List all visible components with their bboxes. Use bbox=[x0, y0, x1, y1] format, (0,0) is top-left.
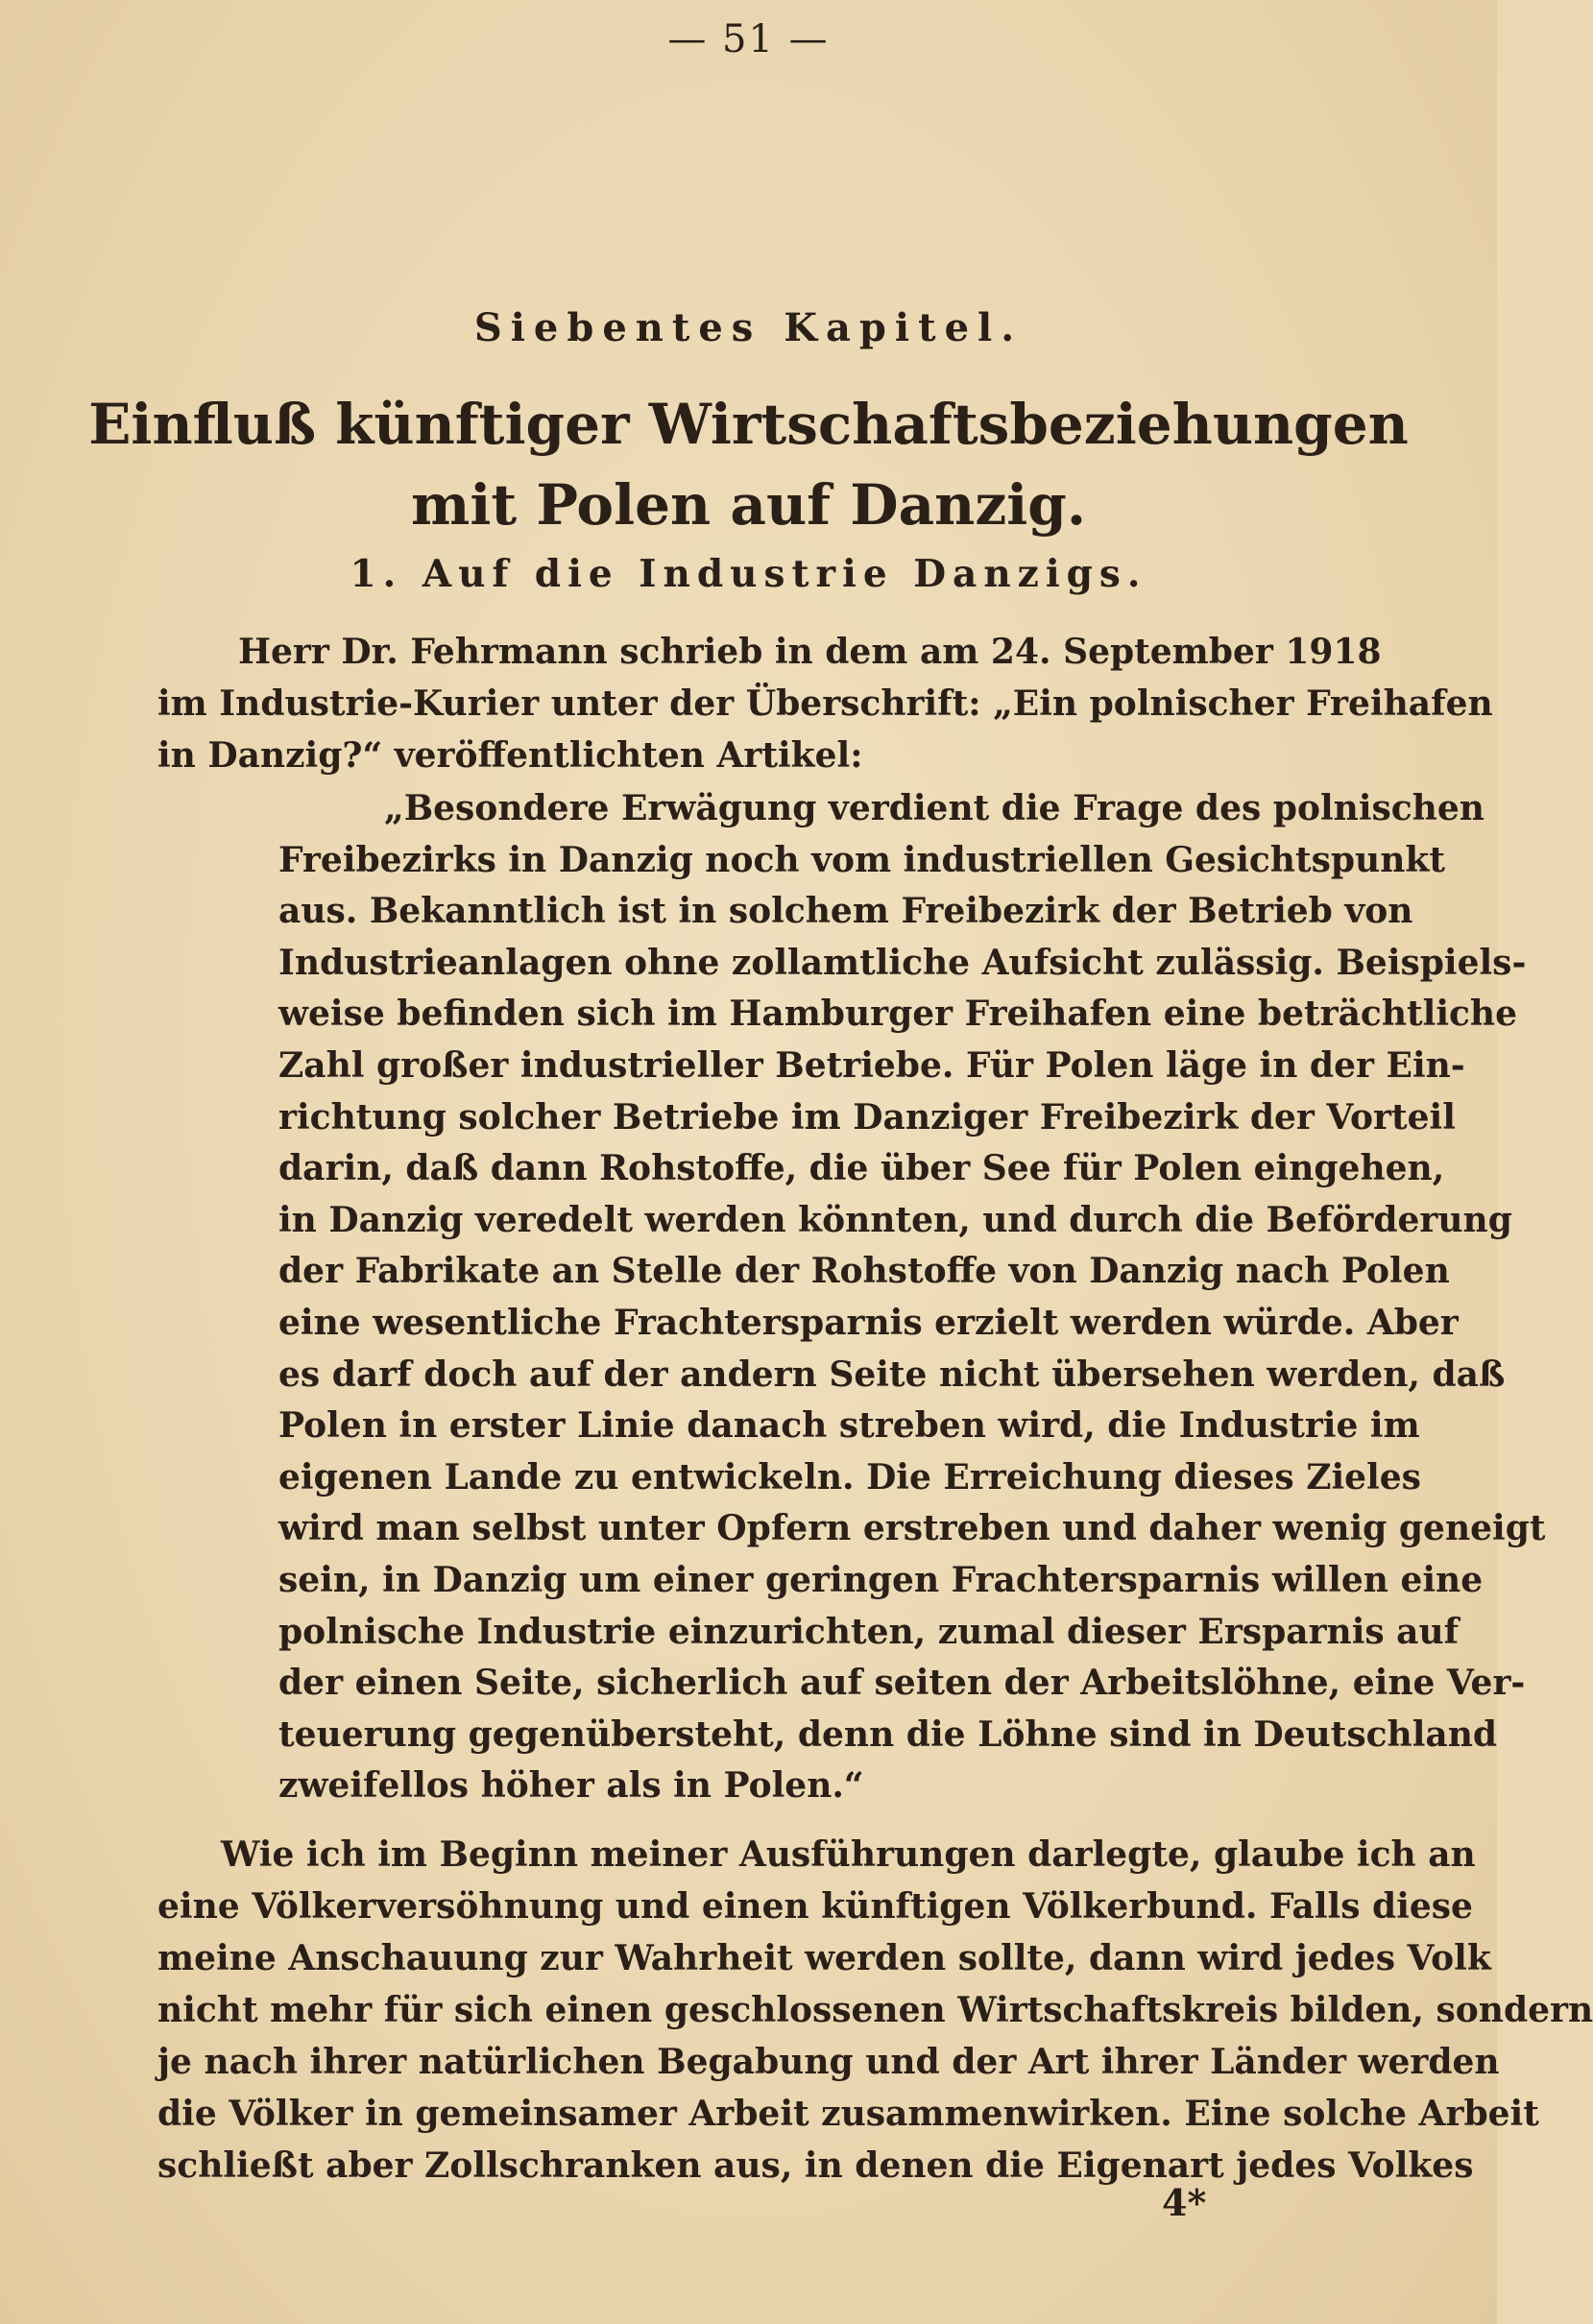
text-line: teuerung gegenübersteht, denn die Löhne sind in Deutschland bbox=[278, 1713, 1498, 1755]
signature-mark: 4* bbox=[1162, 2181, 1207, 2224]
text-line: es darf doch auf der andern Seite nicht übersehen werden, daß bbox=[278, 1354, 1506, 1395]
text-line: die Völker in gemeinsamer Arbeit zusammenwirken. Eine solche Arbeit bbox=[157, 2094, 1539, 2134]
quoted-article bbox=[278, 783, 1546, 1812]
text-line: nicht mehr für sich einen geschlossenen Wirtschaftskreis bilden, sondern bbox=[157, 1990, 1593, 2030]
text-line: zweifellos höher als in Polen.“ bbox=[278, 1765, 864, 1807]
text-line: darin, daß dann Rohstoffe, die über See für Polen eingehen, bbox=[278, 1148, 1445, 1189]
text-line: meine Anschauung zur Wahrheit werden sollte, dann wird jedes Volk bbox=[157, 1938, 1491, 1978]
text-line: eigenen Lande zu entwickeln. Die Erreichung dieses Zieles bbox=[278, 1456, 1421, 1497]
text-line: aus. Bekanntlich ist in solchem Freibezirk der Betrieb von bbox=[278, 891, 1413, 932]
chapter-title-line: mit Polen auf Danzig. bbox=[410, 472, 1087, 538]
text-line: je nach ihrer natürlichen Begabung und der Art ihrer Länder werden bbox=[157, 2042, 1500, 2082]
section-heading: 1. Auf die Industrie Danzigs. bbox=[350, 552, 1147, 596]
text-line: sein, in Danzig um einer geringen Frachtersparnis willen eine bbox=[278, 1559, 1484, 1600]
text-line: Polen in erster Linie danach streben wird, die Industrie im bbox=[278, 1405, 1420, 1447]
text-line: richtung solcher Betriebe im Danziger Freibezirk der Vorteil bbox=[278, 1096, 1456, 1138]
text-line: Zahl großer industrieller Betriebe. Für Polen läge in der Ein- bbox=[278, 1044, 1465, 1086]
chapter-label: Siebentes Kapitel. bbox=[473, 305, 1024, 350]
text-line: Freibezirks in Danzig noch vom industriellen Gesichtspunkt bbox=[278, 839, 1445, 880]
text-line: Wie ich im Beginn meiner Ausführungen darlegte, glaube ich an bbox=[221, 1834, 1476, 1875]
text-line: in Danzig?“ veröffentlichten Artikel: bbox=[157, 735, 863, 776]
body-paragraph bbox=[157, 1829, 1593, 2192]
text-line: eine wesentliche Frachtersparnis erzielt werden würde. Aber bbox=[278, 1302, 1459, 1343]
intro-paragraph bbox=[157, 626, 1493, 781]
chapter-title bbox=[0, 384, 1497, 545]
text-line: Industrieanlagen ohne zollamtliche Aufsicht zulässig. Beispiels- bbox=[278, 942, 1527, 983]
page-number: — 51 — bbox=[667, 17, 830, 61]
text-line: schließt aber Zollschranken aus, in denen die Eigenart jedes Volkes bbox=[157, 2145, 1474, 2186]
text-line: „Besondere Erwägung verdient die Frage des polnischen bbox=[384, 788, 1484, 828]
text-line: der einen Seite, sicherlich auf seiten der Arbeitslöhne, eine Ver- bbox=[278, 1663, 1526, 1704]
text-line: im Industrie-Kurier unter der Überschrift: „Ein polnischer Freihafen bbox=[157, 683, 1493, 724]
chapter-title-line: Einfluß künftiger Wirtschaftsbeziehungen bbox=[88, 392, 1409, 457]
text-line: Herr Dr. Fehrmann schrieb in dem am 24. September 1918 bbox=[238, 632, 1382, 672]
text-line: polnische Industrie einzurichten, zumal dieser Ersparnis auf bbox=[278, 1611, 1460, 1652]
text-line: wird man selbst unter Opfern erstreben und daher wenig geneigt bbox=[278, 1508, 1546, 1549]
text-line: der Fabrikate an Stelle der Rohstoffe von Danzig nach Polen bbox=[278, 1251, 1450, 1292]
text-line: weise befinden sich im Hamburger Freihafen eine beträchtliche bbox=[278, 994, 1518, 1035]
text-line: eine Völkerversöhnung und einen künftigen Völkerbund. Falls diese bbox=[157, 1886, 1473, 1927]
text-line: in Danzig veredelt werden könnten, und durch die Beförderung bbox=[278, 1199, 1512, 1240]
